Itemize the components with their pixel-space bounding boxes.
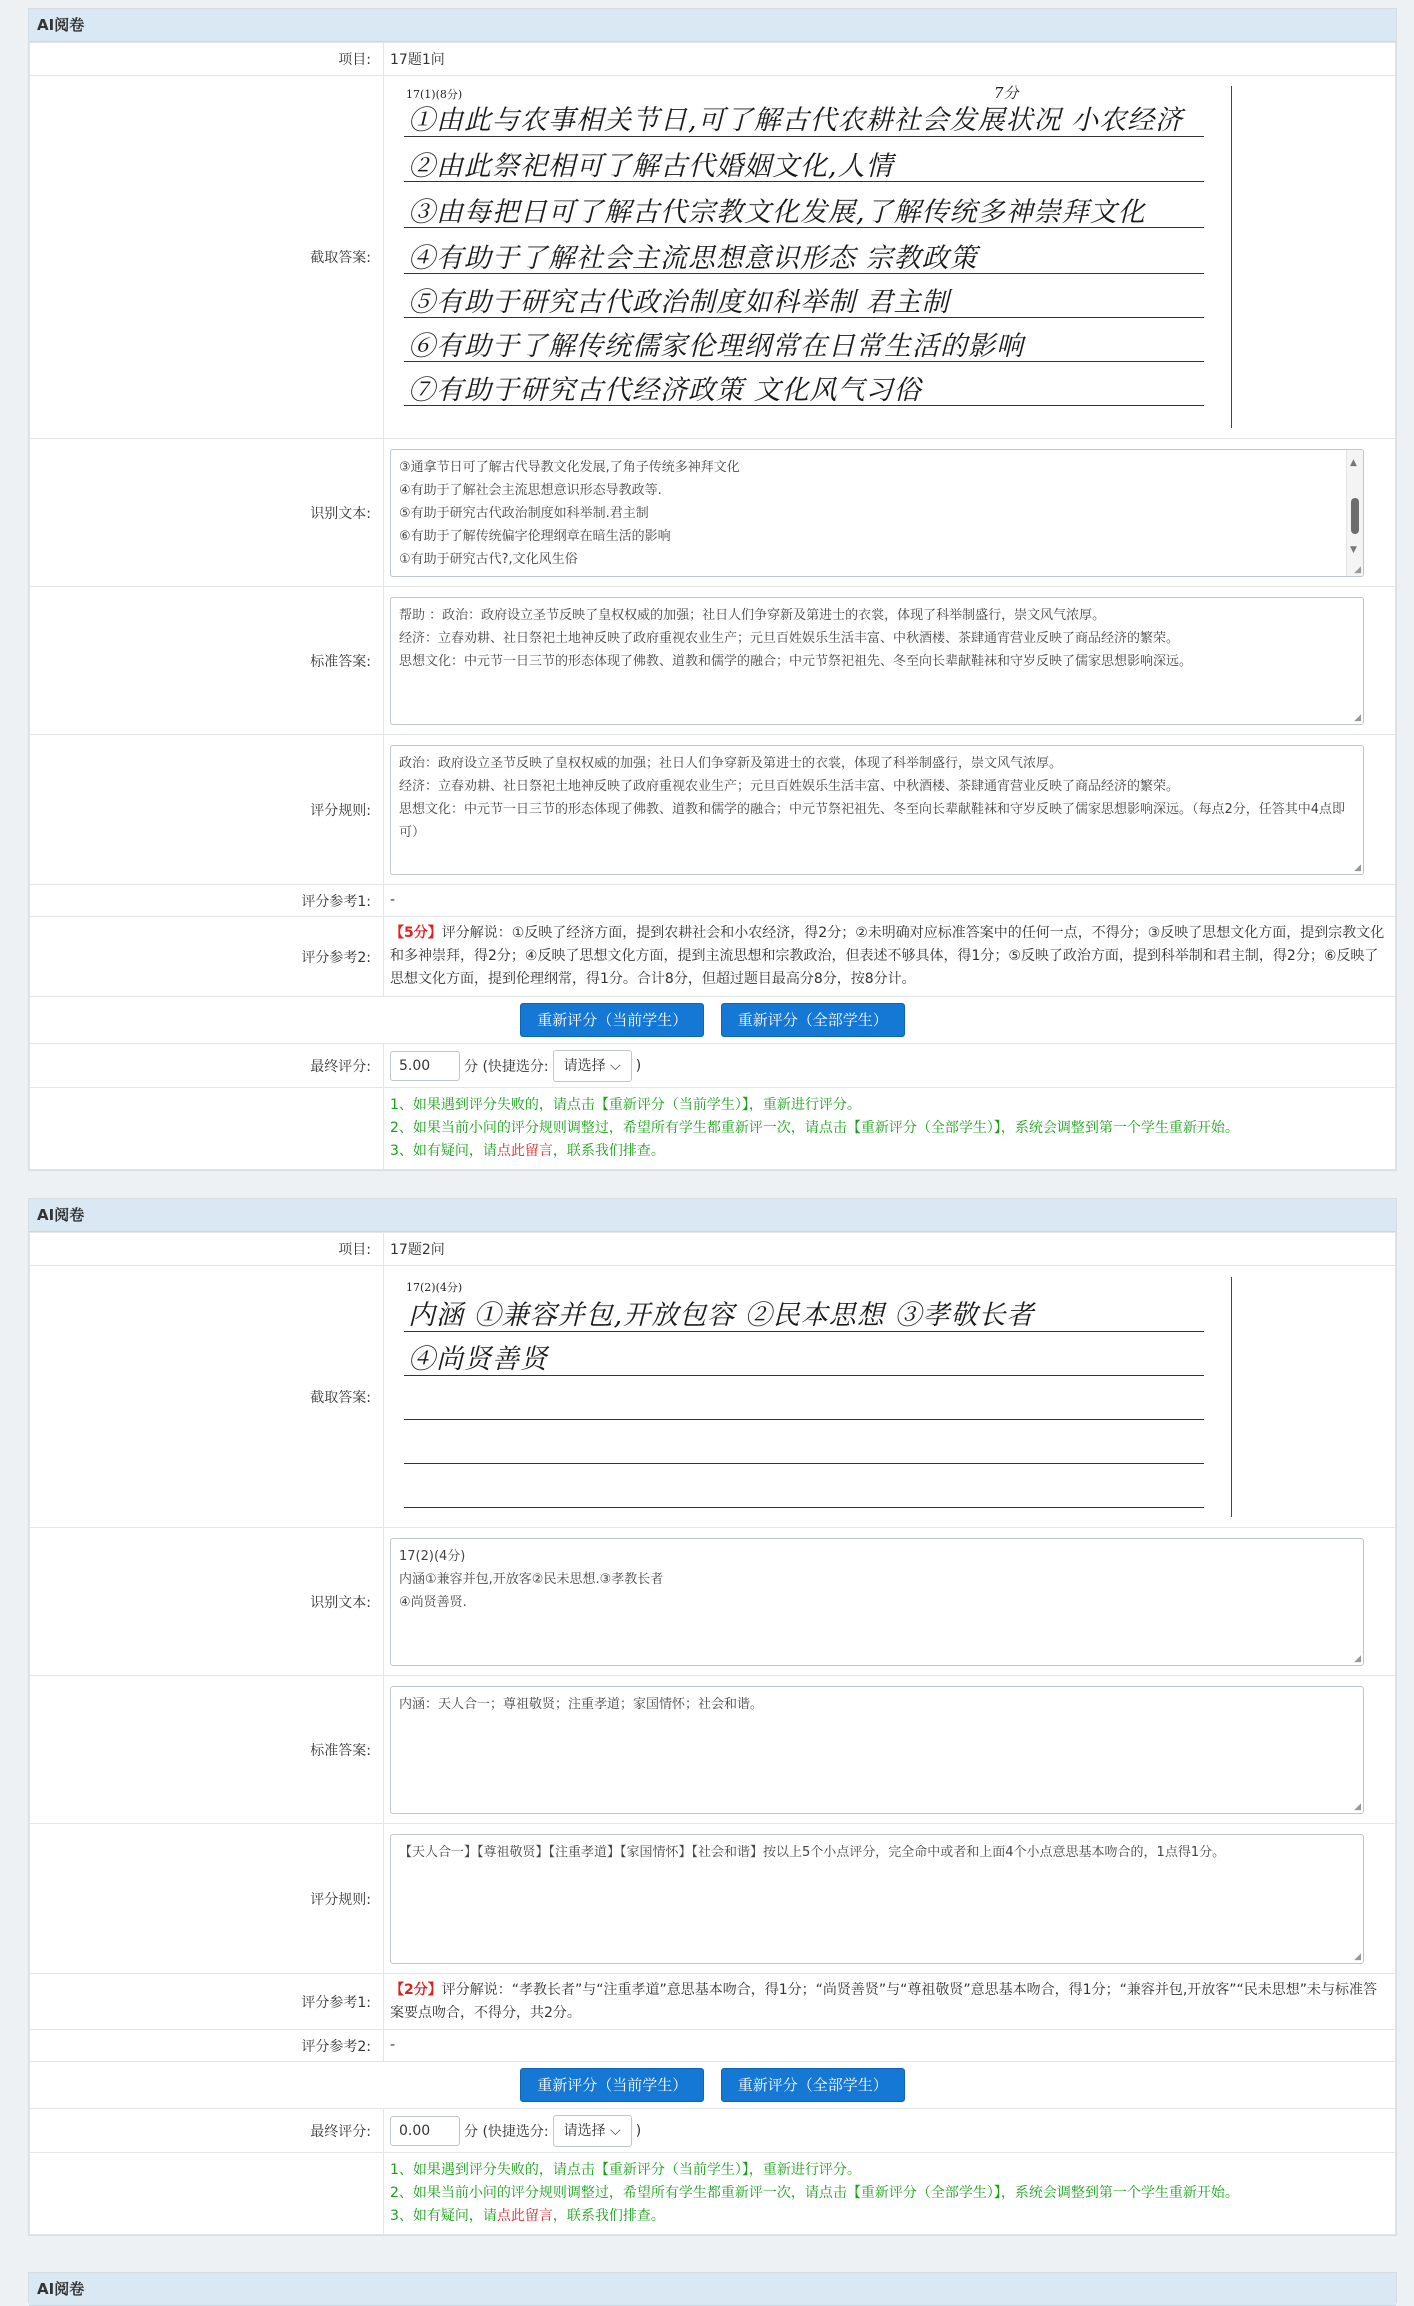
resize-handle-icon[interactable]: ◢	[1354, 564, 1361, 575]
answer-rule	[404, 273, 1204, 274]
note-line: 1、如果遇到评分失败的，请点击【重新评分（当前学生）】，重新进行评分。	[390, 2162, 861, 2178]
scroll-up-icon[interactable]: ▲	[1350, 457, 1357, 468]
scoring-rule-textarea[interactable]	[390, 745, 1364, 875]
handwriting-line: ⑤有助于研究古代政治制度如科举制 君主制	[408, 287, 950, 318]
handwriting-line: 内涵 ①兼容并包,开放包容 ②民本思想 ③孝敬长者	[408, 1299, 1035, 1331]
answer-rule	[404, 181, 1204, 182]
standard-line: 内涵：天人合一；尊祖敬贤；注重孝道；家国情怀；社会和谐。	[399, 1696, 764, 1712]
standard-answer-textarea[interactable]	[390, 597, 1364, 725]
grading-form	[29, 1232, 1396, 2235]
ref1-value	[384, 885, 1396, 917]
note-line: 2、如果当前小问的评分规则调整过，希望所有学生都重新评一次，请点击【重新评分（全部学生）】，系统会调整到第一个学生重新开始。	[390, 1120, 1239, 1136]
answer-rule	[404, 136, 1204, 137]
ref-score: 【2分】	[390, 1981, 442, 1998]
project-label: 项目:	[30, 1233, 384, 1266]
answer-rule	[404, 227, 1204, 228]
rule-line: 政治：政府设立圣节反映了皇权权威的加强；社日人们争穿新及第进士的衣裳，体现了科举制盛行，崇文风气浓厚。	[399, 755, 1063, 771]
ref2-label: 评分参考2:	[30, 2030, 384, 2062]
rule-line: 经济：立春劝耕、社日祭祀土地神反映了政府重视农业生产；元旦百姓娱乐生活丰富、中秋酒楼、茶肆通宵营业反映了商品经济的繁荣。	[399, 778, 1180, 794]
regrade-all-button[interactable]: 重新评分（全部学生）	[721, 1003, 905, 1037]
select-value: 请选择	[563, 2122, 606, 2139]
final-score-row	[390, 1050, 1389, 1082]
note-text: ，联系我们排查。	[552, 2208, 665, 2224]
ocr-label: 识别文本:	[30, 439, 384, 587]
scroll-thumb[interactable]	[1351, 498, 1359, 534]
note-line	[390, 1140, 1389, 1163]
answer-rule	[404, 1507, 1204, 1508]
note-text: 3、如有疑问，请	[390, 1143, 497, 1159]
quick-score-select[interactable]	[553, 1050, 632, 1082]
grading-panel-2	[28, 1198, 1397, 2236]
crop-label: 截取答案:	[30, 1266, 384, 1528]
note-line	[390, 2205, 1389, 2228]
standard-answer-textarea[interactable]	[390, 1686, 1364, 1814]
handwriting-line: ⑦有助于研究古代经济政策 文化风气习俗	[408, 375, 922, 406]
answer-image	[390, 80, 1250, 434]
final-score-row	[390, 2115, 1389, 2147]
ref2-value	[384, 2030, 1396, 2062]
ref1-value	[384, 1974, 1396, 2030]
ref-score: 【5分】	[390, 925, 442, 941]
standard-label: 标准答案:	[30, 587, 384, 735]
paren-close: )	[635, 2122, 642, 2139]
final-score-input[interactable]	[390, 2116, 460, 2146]
grading-panel-3	[28, 2272, 1397, 2303]
scoring-rule-textarea[interactable]	[390, 1834, 1364, 1964]
answer-rule	[404, 1375, 1204, 1376]
ocr-textarea[interactable]	[390, 1538, 1364, 1666]
answer-rule	[404, 1463, 1204, 1464]
chevron-down-icon: ⌵	[610, 1057, 621, 1074]
final-score-input[interactable]	[390, 1051, 460, 1081]
final-label: 最终评分:	[30, 1044, 384, 1088]
handwriting-line: ①由此与农事相关节日,可了解古代农耕社会发展状况 小农经济	[408, 105, 1184, 136]
help-notes	[384, 2153, 1396, 2235]
handwriting-line: ④有助于了解社会主流思想意识形态 宗教政策	[408, 243, 978, 274]
standard-label: 标准答案:	[30, 1676, 384, 1824]
ref2-value	[384, 917, 1396, 997]
panel-title: AI阅卷	[29, 9, 1396, 42]
quick-score-select[interactable]	[553, 2115, 632, 2147]
answer-rule	[404, 1419, 1204, 1420]
leave-message-link[interactable]: 点此留言	[496, 1143, 553, 1159]
panel-title: AI阅卷	[29, 1199, 1396, 1232]
ocr-line: ⑥有助于了解传统偏字伦理纲章在暗生活的影响	[399, 528, 671, 544]
regrade-all-button[interactable]: 重新评分（全部学生）	[721, 2068, 905, 2102]
ocr-label: 识别文本:	[30, 1528, 384, 1676]
note-text: 3、如有疑问，请	[390, 2208, 497, 2224]
answer-rule	[404, 1331, 1204, 1332]
crop-label: 截取答案:	[30, 76, 384, 439]
rule-line: 思想文化：中元节一日三节的形态体现了佛教、道教和儒学的融合；中元节祭祀祖先、冬至向长辈献鞋袜和守岁反映了儒家思想影响深远。（每点2分，任答其中4点即可）	[399, 801, 1346, 840]
ocr-textarea[interactable]	[390, 449, 1364, 577]
regrade-buttons	[30, 997, 1396, 1044]
project-value: 17题1问	[384, 43, 1396, 76]
grading-panel-1	[28, 8, 1397, 1171]
leave-message-link[interactable]: 点此留言	[496, 2208, 553, 2224]
ocr-line: 内涵①兼容并包,开放客②民未思想.③孝教长者	[399, 1571, 664, 1587]
ocr-line: ④尚贤善贤.	[399, 1594, 467, 1610]
ref2-label: 评分参考2:	[30, 917, 384, 997]
resize-handle-icon[interactable]: ◢	[1354, 862, 1361, 873]
answer-image	[390, 1271, 1250, 1523]
chevron-down-icon: ⌵	[610, 2122, 621, 2139]
ocr-scrollbar[interactable]	[1346, 450, 1363, 576]
rule-label: 评分规则:	[30, 1824, 384, 1974]
rule-line: 【天人合一】【尊祖敬贤】【注重孝道】【家国情怀】【社会和谐】按以上5个小点评分，完全命中或者和上面4个小点意思基本吻合的，1点得1分。	[399, 1844, 1226, 1860]
project-label: 项目:	[30, 43, 384, 76]
select-value: 请选择	[563, 1057, 606, 1074]
handwriting-line: ③由每把日可了解古代宗教文化发展,了解传统多神崇拜文化	[408, 197, 1146, 228]
note-text: ，联系我们排查。	[552, 1143, 665, 1159]
question-tag: 17(1)(8分)	[406, 88, 463, 101]
resize-handle-icon[interactable]: ◢	[1354, 1951, 1361, 1962]
handwriting-line: ②由此祭祀相可了解古代婚姻文化,人情	[408, 151, 894, 182]
regrade-buttons	[30, 2062, 1396, 2109]
resize-handle-icon[interactable]: ◢	[1354, 712, 1361, 723]
ocr-line: 17(2)(4分)	[399, 1548, 466, 1564]
note-line: 2、如果当前小问的评分规则调整过，希望所有学生都重新评一次，请点击【重新评分（全部学生）】，系统会调整到第一个学生重新开始。	[390, 2185, 1239, 2201]
score-mark: 7分	[994, 84, 1019, 102]
standard-line: 思想文化：中元节一日三节的形态体现了佛教、道教和儒学的融合；中元节祭祀祖先、冬至向长辈献鞋袜和守岁反映了儒家思想影响深远。	[399, 653, 1193, 669]
image-border	[1231, 86, 1232, 428]
standard-line: 经济：立春劝耕、社日祭祀土地神反映了政府重视农业生产；元旦百姓娱乐生活丰富、中秋酒楼、茶肆通宵营业反映了商品经济的繁荣。	[399, 630, 1180, 646]
image-border	[1231, 1277, 1232, 1517]
resize-handle-icon[interactable]: ◢	[1354, 1653, 1361, 1664]
answer-rule	[404, 405, 1204, 406]
rule-label: 评分规则:	[30, 735, 384, 885]
handwriting-line: ④尚贤善贤	[408, 1343, 548, 1375]
answer-rule	[404, 361, 1204, 362]
final-label: 最终评分:	[30, 2109, 384, 2153]
ocr-line: ⑤有助于研究古代政治制度如科举制.君主制	[399, 505, 649, 521]
ocr-line: ③通拿节日可了解古代导教文化发展,了角子传统多神拜文化	[399, 459, 740, 475]
ref-text: 评分解说：①反映了经济方面，提到农耕社会和小农经济，得2分；②未明确对应标准答案中的任何一点，不得分；③反映了思想文化方面，提到宗教文化和多神崇拜，得2分；④反映了思想文化方面，提到主流思想和宗教政治，但表述不够具体，得1分；⑤反映了政治方面，提到科举制和君主制，得2分；⑥反映了思想文化方面，提到伦理纲常，得1分。合计8分，但超过题目最高分8分，按8分计。	[390, 925, 1385, 987]
resize-handle-icon[interactable]: ◢	[1354, 1801, 1361, 1812]
regrade-current-button[interactable]: 重新评分（当前学生）	[520, 2068, 704, 2102]
paren-close: )	[635, 1057, 642, 1074]
ref1-label: 评分参考1:	[30, 1974, 384, 2030]
quick-score-label: 分 (快捷选分:	[464, 1058, 549, 1075]
ocr-line: ①有助于研究古代?,文化风生俗	[399, 551, 578, 567]
grading-form	[29, 42, 1396, 1170]
note-line: 1、如果遇到评分失败的，请点击【重新评分（当前学生）】，重新进行评分。	[390, 1097, 861, 1113]
handwriting-line: ⑥有助于了解传统儒家伦理纲常在日常生活的影响	[408, 331, 1024, 362]
panel-title: AI阅卷	[29, 2273, 1396, 2306]
scroll-down-icon[interactable]: ▼	[1350, 544, 1357, 555]
ref-text: 评分解说：“孝教长者”与“注重孝道”意思基本吻合，得1分；“尚贤善贤”与“尊祖敬贤”意思基本吻合，得1分；“兼容并包,开放客”“民未思想”未与标准答案要点吻合，不得分，共2分。	[390, 1981, 1378, 2021]
ref-text: -	[390, 2037, 396, 2053]
standard-line: 帮助 ：政治：政府设立圣节反映了皇权权威的加强；社日人们争穿新及第进士的衣裳，体现了科举制盛行，崇文风气浓厚。	[399, 607, 1106, 623]
answer-rule	[404, 317, 1204, 318]
ref-text: -	[390, 892, 396, 908]
ref1-label: 评分参考1:	[30, 885, 384, 917]
question-tag: 17(2)(4分)	[406, 1280, 463, 1294]
quick-score-label: 分 (快捷选分:	[464, 2123, 549, 2140]
help-notes	[384, 1088, 1396, 1170]
ocr-line: ④有助于了解社会主流思想意识形态导教政等.	[399, 482, 662, 498]
project-value: 17题2问	[384, 1233, 1396, 1266]
regrade-current-button[interactable]: 重新评分（当前学生）	[520, 1003, 704, 1037]
